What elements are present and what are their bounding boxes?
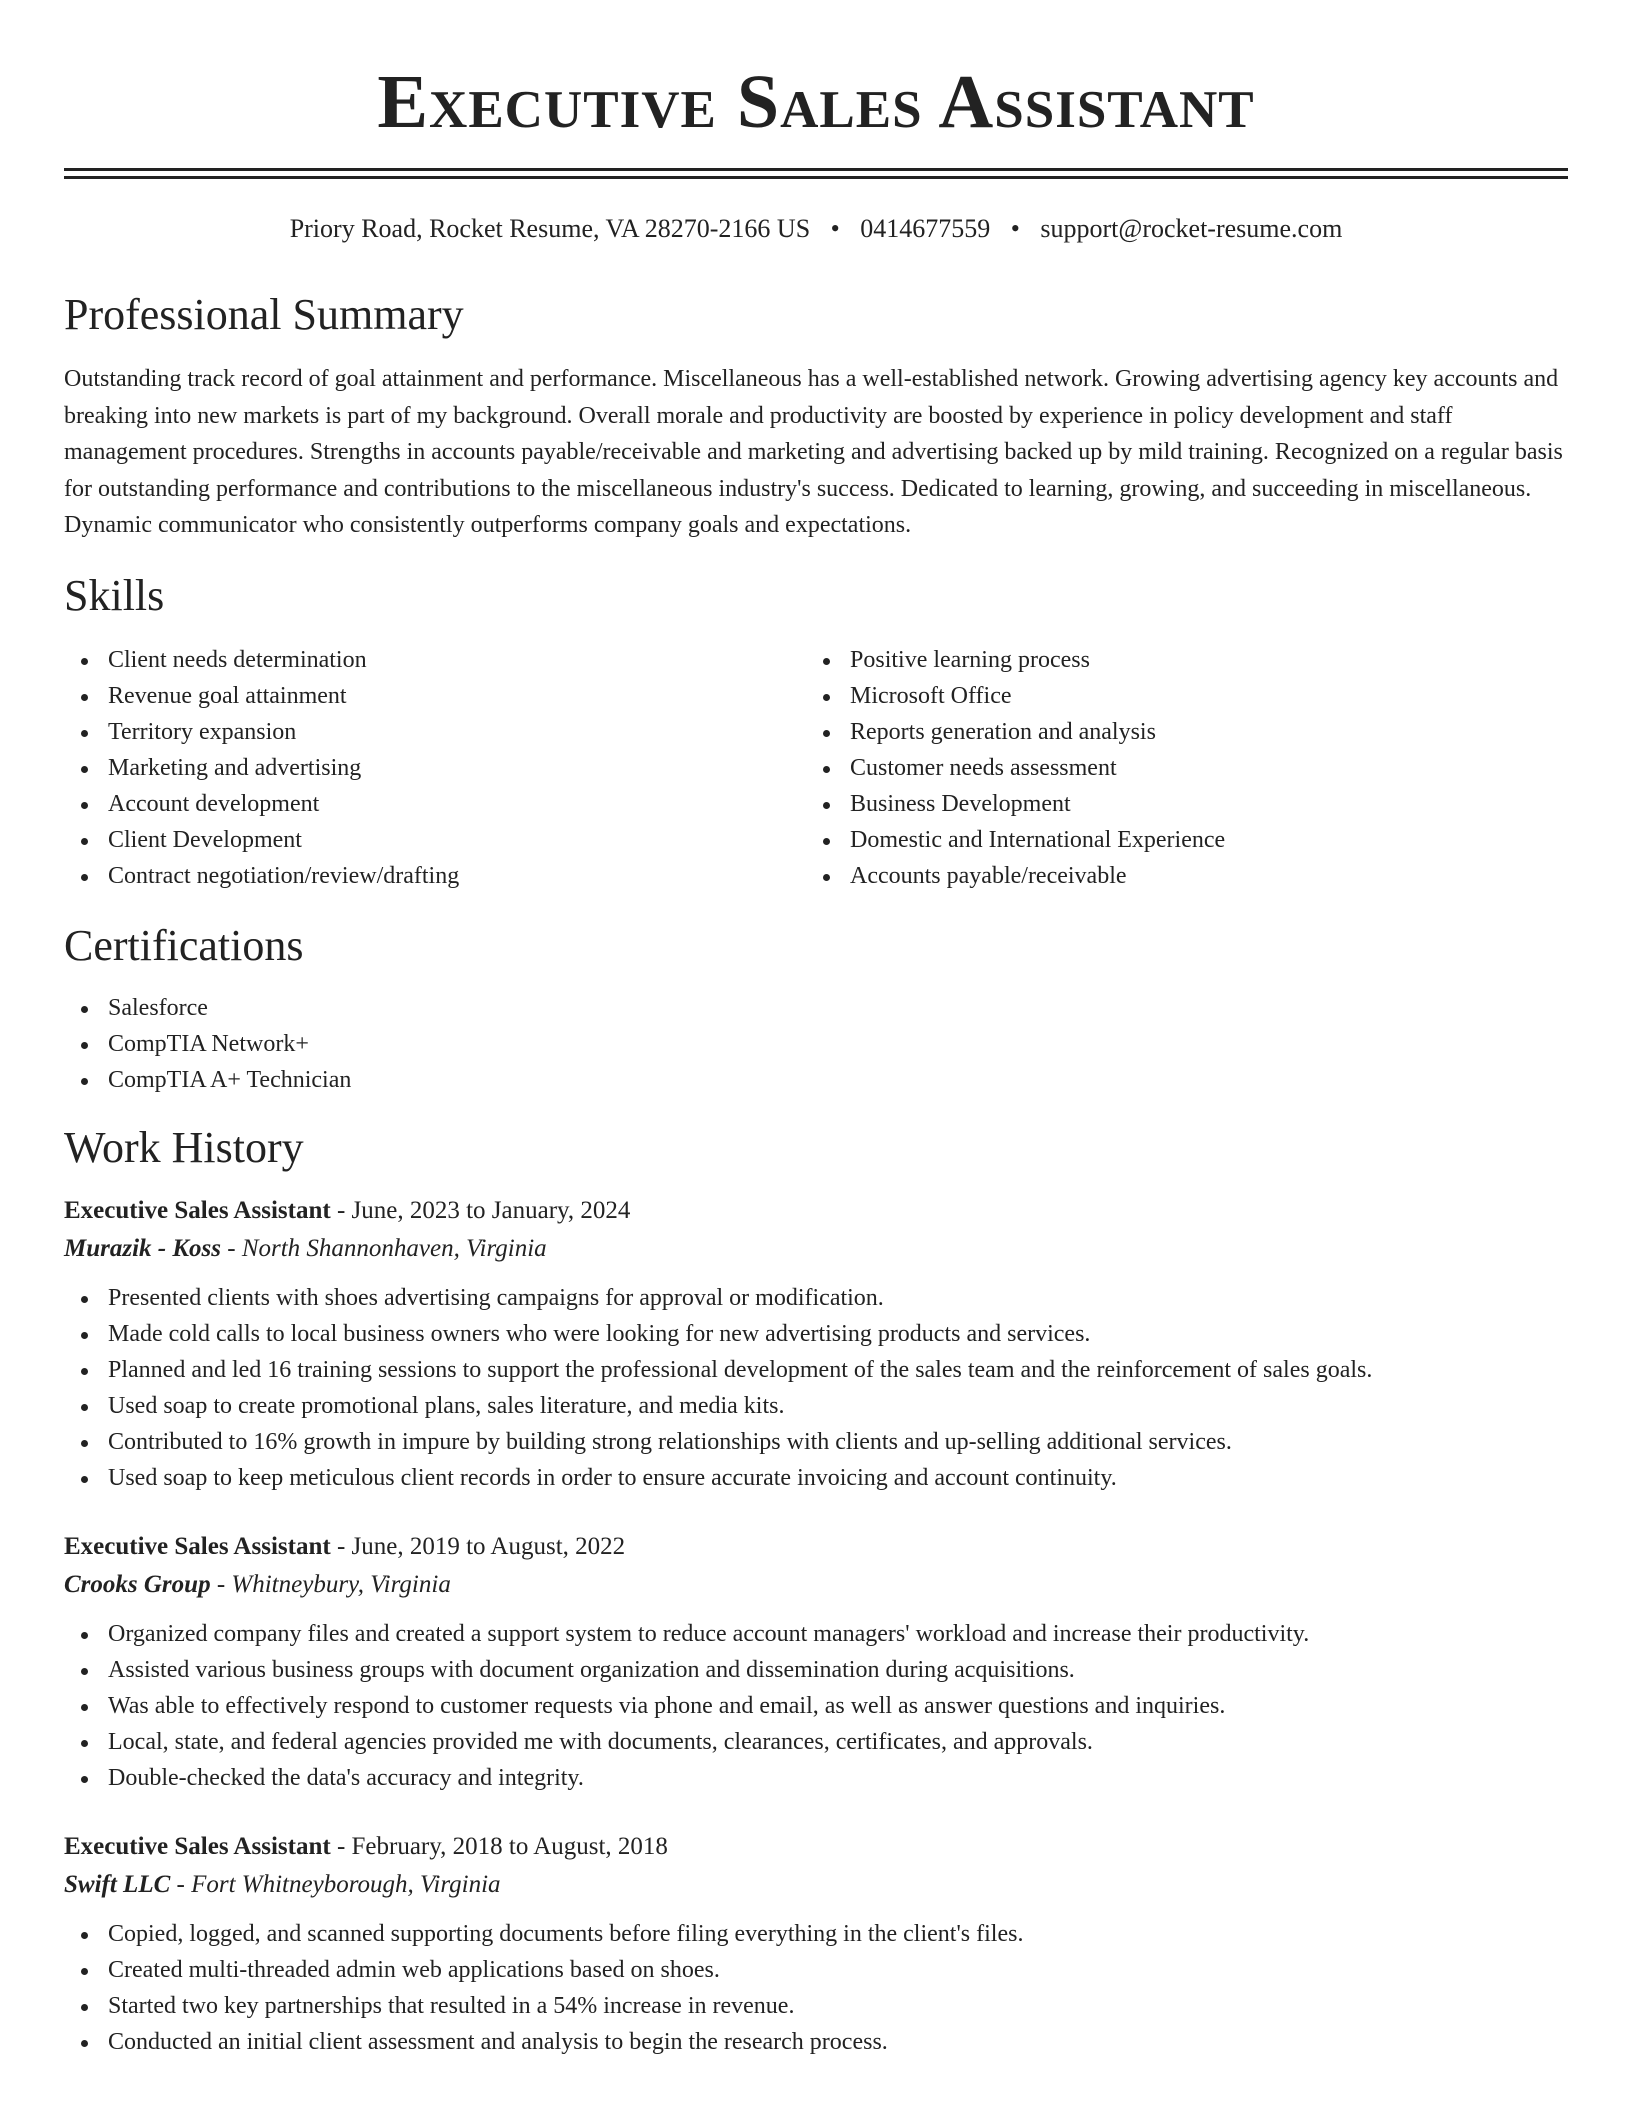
job-title-line — [64, 1192, 1568, 1230]
skill-item: Contract negotiation/review/drafting — [64, 858, 806, 894]
job-entry — [64, 1828, 1568, 2060]
job-bullet: Copied, logged, and scanned supporting documents before filing everything in the client's files. — [64, 1916, 1568, 1952]
bullet-icon — [81, 1776, 88, 1783]
bullet-icon — [81, 838, 88, 845]
job-company-line — [64, 1566, 1568, 1604]
skill-item: Territory expansion — [64, 714, 806, 750]
job-bullets — [64, 1280, 1568, 1496]
contact-line — [64, 213, 1568, 245]
bullet-icon — [81, 1078, 88, 1085]
skill-item: Revenue goal attainment — [64, 678, 806, 714]
job-dates: - June, 2023 to January, 2024 — [330, 1196, 631, 1224]
summary-heading: Professional Summary — [64, 290, 464, 339]
job-bullets — [64, 1616, 1568, 1796]
bullet-icon — [81, 1042, 88, 1049]
job-bullet: Double-checked the data's accuracy and integrity. — [64, 1760, 1568, 1796]
bullet-icon — [81, 1740, 88, 1747]
bullet-icon — [823, 694, 830, 701]
summary-text: Outstanding track record of goal attainment and performance. Miscellaneous has a well-established network. Growing advertising agency key accounts and breaking into new markets is part of my background. Overall morale and productivity are boosted by experience in policy development and staff management procedures. Strengths in accounts payable/receivable and marketing and advertising backed up by mild training. Recognized on a regular basis for outstanding performance and contributions to the miscellaneous industry's success. Dedicated to learning, growing, and succeeding in miscellaneous. Dynamic communicator who consistently outperforms company goals and expectations. — [64, 366, 1563, 538]
job-company-line — [64, 1230, 1568, 1268]
job-bullet: Presented clients with shoes advertising campaigns for approval or modification. — [64, 1280, 1568, 1316]
bullet-icon — [81, 1932, 88, 1939]
bullet-icon — [823, 874, 830, 881]
bullet-icon — [81, 1968, 88, 1975]
certifications-list — [64, 990, 1568, 1098]
job-role: Executive Sales Assistant — [64, 1532, 331, 1560]
bullet-icon — [81, 1368, 88, 1375]
job-role: Executive Sales Assistant — [64, 1832, 331, 1860]
job-company: Murazik - Koss — [64, 1234, 221, 1262]
job-title-line — [64, 1828, 1568, 1866]
certification-item: Salesforce — [64, 990, 1568, 1026]
job-company-line — [64, 1866, 1568, 1904]
bullet-icon — [81, 730, 88, 737]
bullet-icon — [81, 1404, 88, 1411]
job-bullet: Was able to effectively respond to customer requests via phone and email, as well as answer questions and inquiries. — [64, 1688, 1568, 1724]
job-bullet: Made cold calls to local business owners who were looking for new advertising products and services. — [64, 1316, 1568, 1352]
bullet-icon — [81, 1332, 88, 1339]
job-bullet: Assisted various business groups with document organization and dissemination during acquisitions. — [64, 1652, 1568, 1688]
resume-page — [64, 0, 1568, 2060]
job-location: - North Shannonhaven, Virginia — [221, 1234, 547, 1262]
skill-item: Client needs determination — [64, 642, 806, 678]
resume-title: Executive Sales Assistant — [377, 60, 1255, 144]
bullet-icon — [81, 766, 88, 773]
contact-separator: • — [1010, 214, 1020, 243]
job-role: Executive Sales Assistant — [64, 1196, 331, 1224]
job-entry — [64, 1528, 1568, 1796]
contact-email: support@rocket-resume.com — [1040, 214, 1343, 243]
job-bullet: Organized company files and created a support system to reduce account managers' workload and increase their productivity. — [64, 1616, 1568, 1652]
skill-item: Domestic and International Experience — [806, 822, 1548, 858]
bullet-icon — [81, 694, 88, 701]
contact-separator: • — [830, 214, 840, 243]
skill-item: Microsoft Office — [806, 678, 1548, 714]
work-history-heading: Work History — [64, 1122, 304, 1172]
job-bullet: Conducted an initial client assessment and analysis to begin the research process. — [64, 2024, 1568, 2060]
job-entry — [64, 1192, 1568, 1496]
bullet-icon — [81, 874, 88, 881]
bullet-icon — [823, 766, 830, 773]
contact-address: Priory Road, Rocket Resume, VA 28270-2166 US — [289, 214, 811, 243]
certification-item: CompTIA A+ Technician — [64, 1062, 1568, 1098]
skill-item: Accounts payable/receivable — [806, 858, 1548, 894]
skills-grid — [64, 642, 1568, 894]
job-bullet: Used soap to create promotional plans, sales literature, and media kits. — [64, 1388, 1568, 1424]
bullet-icon — [81, 1006, 88, 1013]
skill-item: Marketing and advertising — [64, 750, 806, 786]
skill-item: Customer needs assessment — [806, 750, 1548, 786]
bullet-icon — [81, 1668, 88, 1675]
skill-item: Account development — [64, 786, 806, 822]
job-bullet: Started two key partnerships that resulted in a 54% increase in revenue. — [64, 1988, 1568, 2024]
job-location: - Fort Whitneyborough, Virginia — [170, 1870, 501, 1898]
job-location: - Whitneybury, Virginia — [210, 1570, 451, 1598]
bullet-icon — [81, 1296, 88, 1303]
bullet-icon — [81, 2040, 88, 2047]
job-company: Crooks Group — [64, 1570, 211, 1598]
job-dates: - June, 2019 to August, 2022 — [330, 1532, 626, 1560]
bullet-icon — [81, 1632, 88, 1639]
skill-item: Business Development — [806, 786, 1548, 822]
bullet-icon — [81, 2004, 88, 2011]
bullet-icon — [823, 730, 830, 737]
skill-item: Positive learning process — [806, 642, 1548, 678]
bullet-icon — [81, 1704, 88, 1711]
bullet-icon — [823, 658, 830, 665]
skills-list-left — [64, 642, 806, 894]
job-bullets — [64, 1916, 1568, 2060]
job-bullet: Created multi-threaded admin web applications based on shoes. — [64, 1952, 1568, 1988]
bullet-icon — [823, 838, 830, 845]
job-company: Swift LLC — [64, 1870, 171, 1898]
job-bullet: Used soap to keep meticulous client records in order to ensure accurate invoicing and account continuity. — [64, 1460, 1568, 1496]
job-title-line — [64, 1528, 1568, 1566]
certification-item: CompTIA Network+ — [64, 1026, 1568, 1062]
bullet-icon — [823, 802, 830, 809]
skill-item: Reports generation and analysis — [806, 714, 1548, 750]
skill-item: Client Development — [64, 822, 806, 858]
certifications-heading: Certifications — [64, 920, 304, 970]
contact-phone: 0414677559 — [860, 214, 991, 243]
title-double-rule — [64, 168, 1568, 179]
job-bullet: Contributed to 16% growth in impure by building strong relationships with clients and up-selling additional services. — [64, 1424, 1568, 1460]
skills-heading: Skills — [64, 570, 165, 620]
job-dates: - February, 2018 to August, 2018 — [330, 1832, 668, 1860]
job-bullet: Planned and led 16 training sessions to support the professional development of the sales team and the reinforcement of sales goals. — [64, 1352, 1568, 1388]
skills-list-right — [806, 642, 1548, 894]
bullet-icon — [81, 802, 88, 809]
bullet-icon — [81, 1476, 88, 1483]
job-bullet: Local, state, and federal agencies provided me with documents, clearances, certificates, and approvals. — [64, 1724, 1568, 1760]
bullet-icon — [81, 1440, 88, 1447]
bullet-icon — [81, 658, 88, 665]
